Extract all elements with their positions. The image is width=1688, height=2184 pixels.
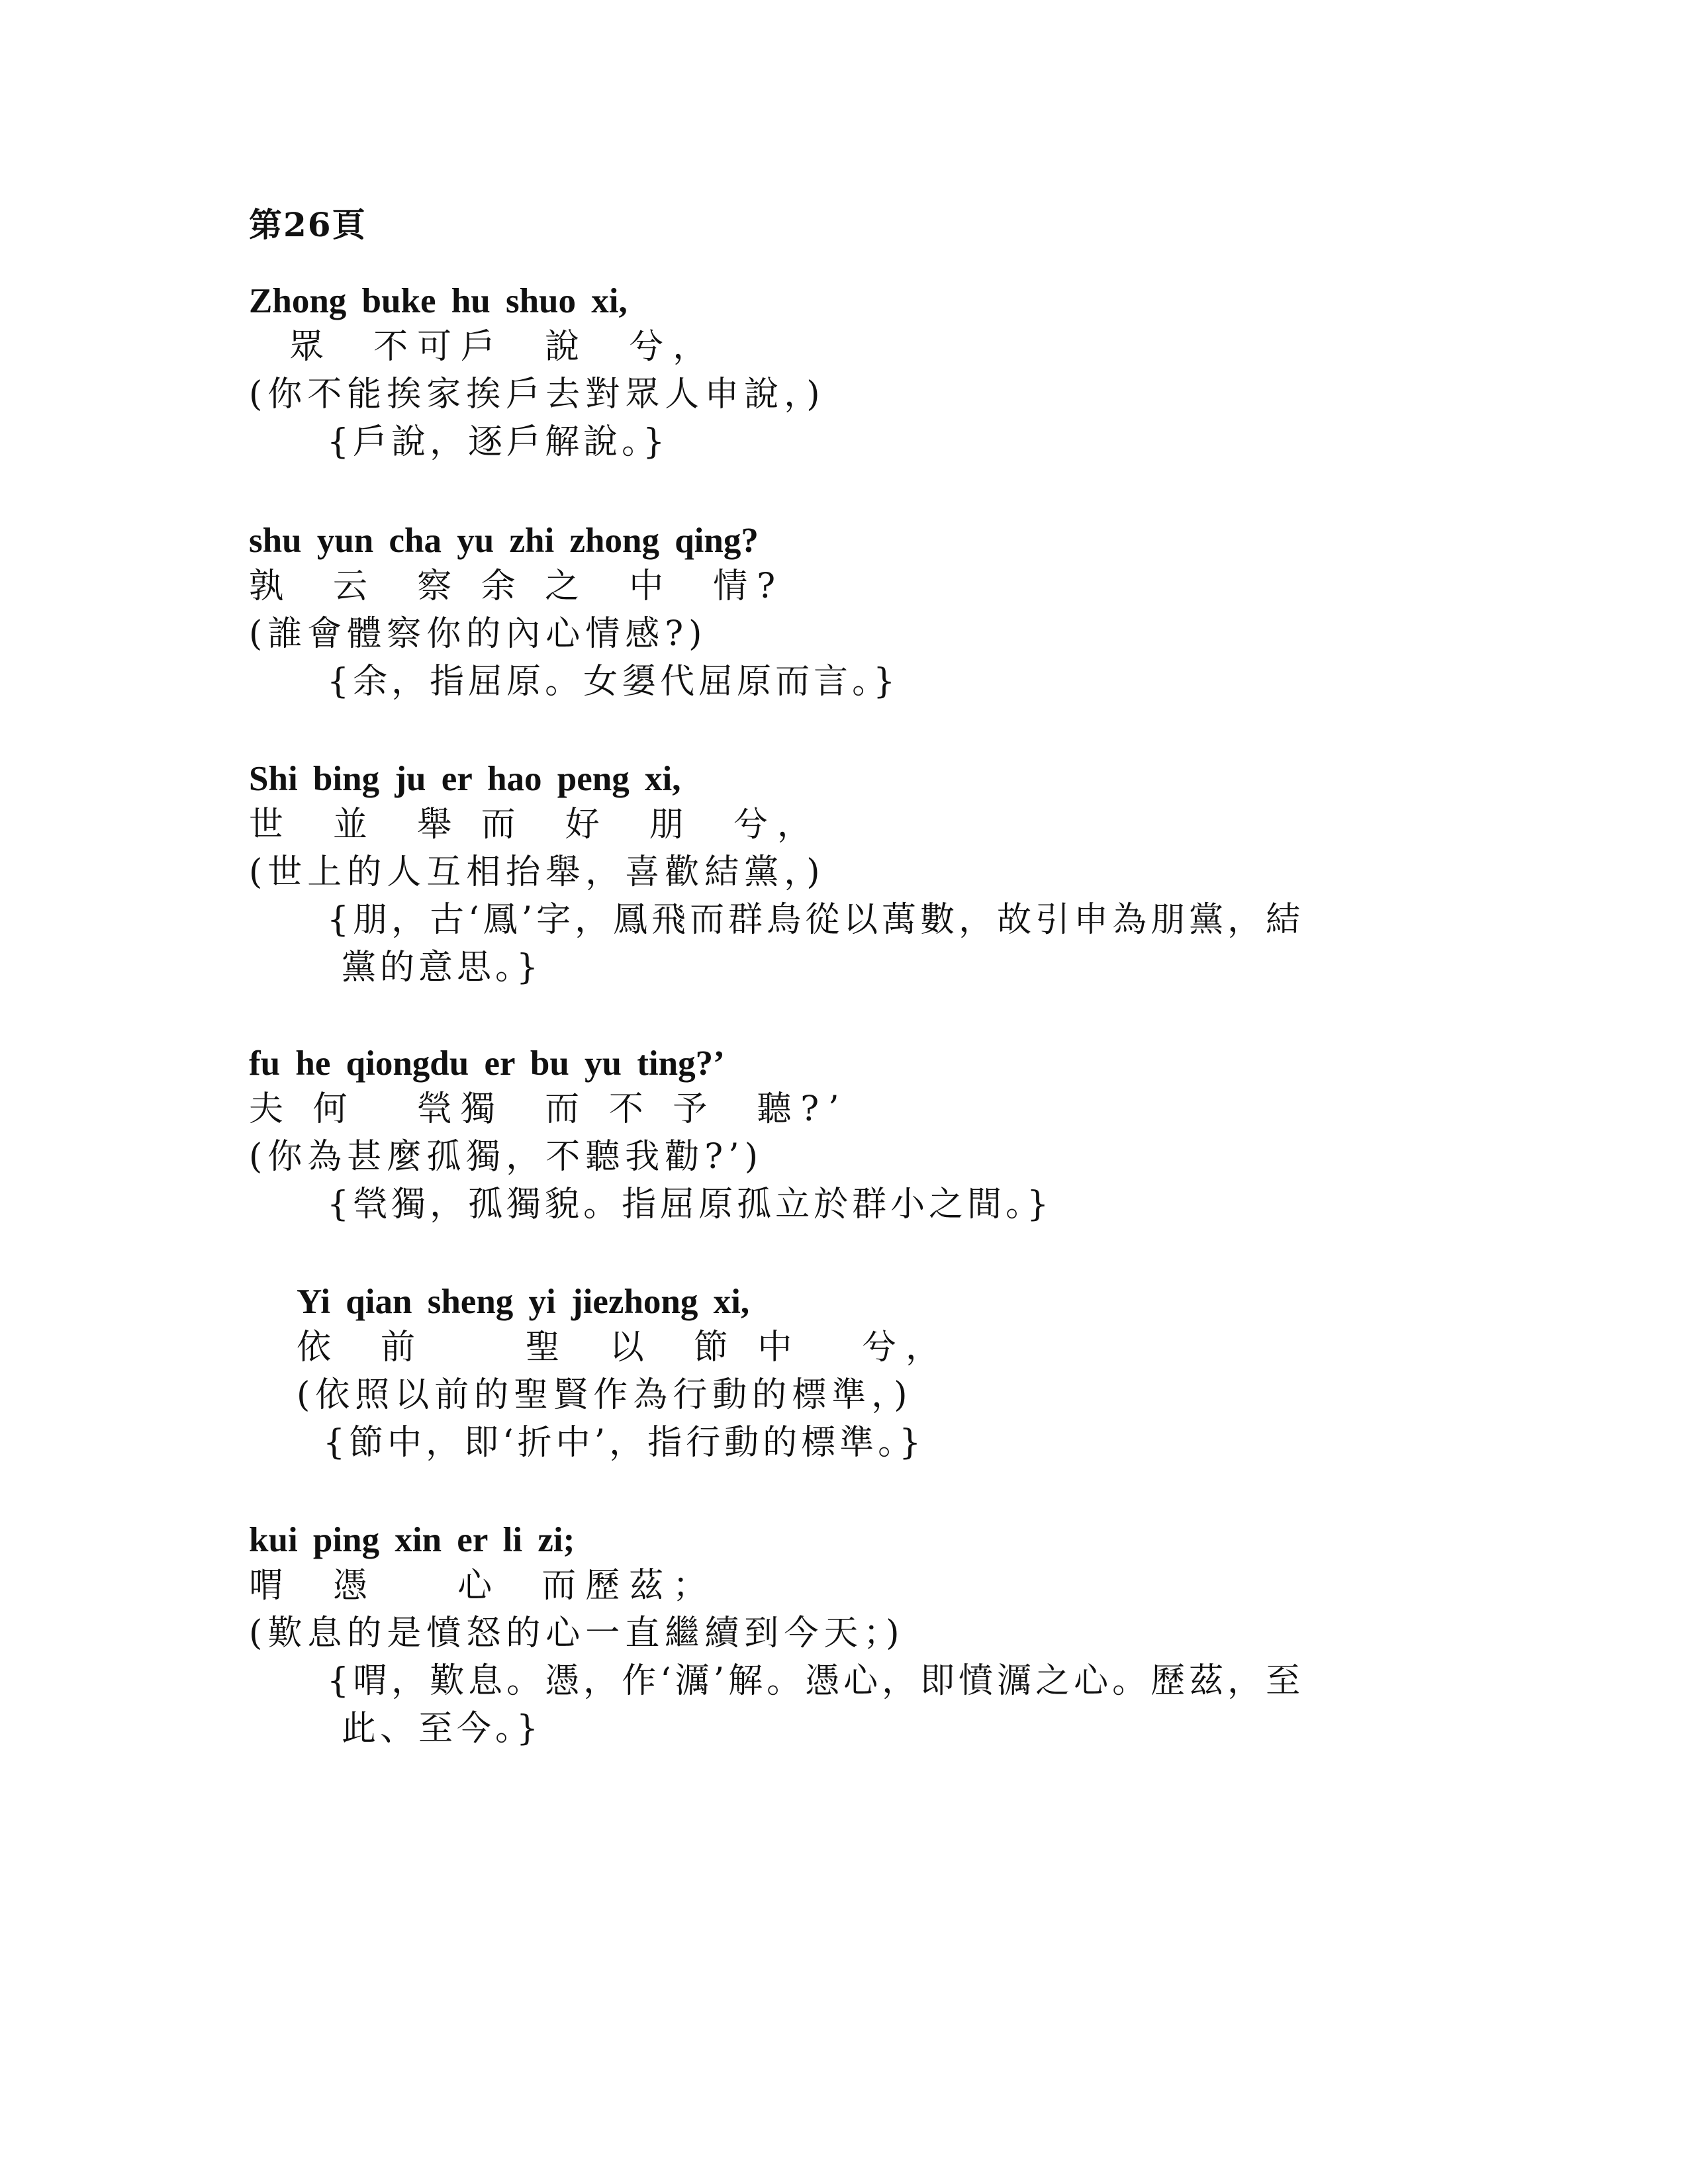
annotation-line: 此、至今。} bbox=[342, 1709, 543, 1749]
annotation-line: {喟，歎息。憑，作‘濿’解。憑心，即憤濿之心。歷茲，至 bbox=[327, 1661, 1305, 1701]
hanzi-line: 孰 云 察 余 之 中 情? bbox=[249, 567, 785, 606]
pinyin-line: fu he qiongdu er bu yu ting?’ bbox=[249, 1044, 725, 1083]
translation-line: (誰會體察你的內心情感?) bbox=[249, 614, 708, 654]
hanzi-line: 喟 憑 心 而歷茲； bbox=[249, 1566, 717, 1606]
translation-line: (歎息的是憤怒的心一直繼續到今天；) bbox=[249, 1614, 905, 1653]
hanzi-line: 世 並 舉 而 好 朋 兮， bbox=[249, 805, 821, 844]
translation-line: (世上的人互相抬舉，喜歡結黨，) bbox=[249, 852, 825, 892]
annotation-line: 黨的意思。} bbox=[342, 948, 543, 987]
stanza-3 bbox=[249, 728, 1304, 991]
pinyin-line: shu yun cha yu zhi zhong qing? bbox=[249, 522, 759, 560]
pinyin-line: Yi qian sheng yi jiezhong xi, bbox=[297, 1283, 750, 1321]
translation-line: (你不能挨家挨戶去對眾人申說，) bbox=[249, 375, 825, 414]
stanza-2 bbox=[249, 490, 899, 705]
annotation-line: {朋，古‘鳳’字，鳳飛而群鳥從以萬數，故引申為朋黨，結 bbox=[327, 900, 1305, 940]
stanza-1 bbox=[249, 250, 825, 466]
pinyin-line: kui ping xin er li zi; bbox=[249, 1521, 575, 1559]
hanzi-line: 眾 不可戶 說 兮， bbox=[249, 327, 717, 367]
hanzi-line: 依 前 聖 以 節 中 兮， bbox=[297, 1328, 949, 1367]
translation-line: (依照以前的聖賢作為行動的標準，) bbox=[297, 1375, 913, 1415]
stanza-6 bbox=[249, 1489, 1304, 1752]
annotation-line: {戶說，逐戶解說。} bbox=[327, 422, 669, 462]
pinyin-line: Zhong buke hu shuo xi, bbox=[249, 282, 628, 320]
annotation-line: {煢獨，孤獨貌。指屈原孤立於群小之間。} bbox=[327, 1185, 1053, 1224]
hanzi-line: 夫 何 煢獨 而 不 予 聽?’ bbox=[249, 1089, 849, 1129]
annotation-line: {節中，即‘折中’，指行動的標準。} bbox=[323, 1423, 925, 1463]
translation-line: (你為甚麼孤獨，不聽我勸?’) bbox=[249, 1137, 763, 1177]
stanza-5 bbox=[297, 1251, 949, 1467]
page-title: 第26頁 bbox=[249, 205, 367, 244]
pinyin-line: Shi bing ju er hao peng xi, bbox=[249, 760, 681, 798]
annotation-line: {余，指屈原。女嬃代屈原而言。} bbox=[327, 662, 900, 702]
stanza-4 bbox=[249, 1013, 1053, 1228]
